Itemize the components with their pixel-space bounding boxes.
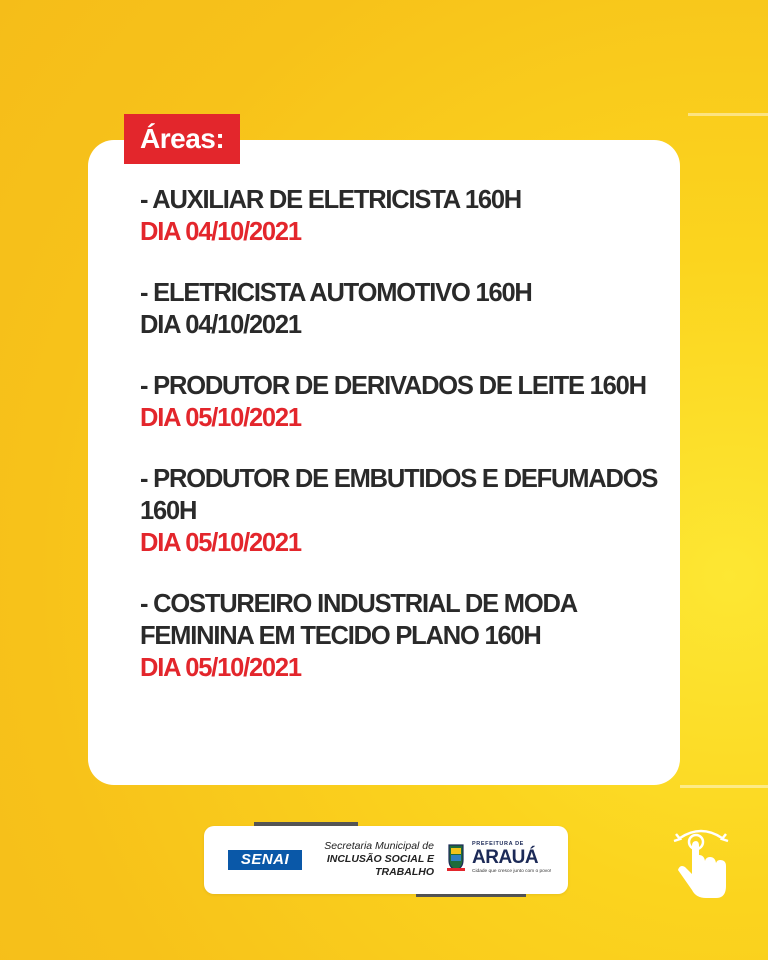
swipe-hand-icon (670, 826, 732, 902)
course-title: - PRODUTOR DE EMBUTIDOS E DEFUMADOS 160H (140, 465, 658, 525)
secretaria-line2: INCLUSÃO SOCIAL E (326, 853, 434, 865)
course-date: DIA 05/10/2021 (140, 654, 301, 682)
decorative-line (680, 785, 768, 788)
secretaria-logo (312, 840, 434, 879)
course-item (140, 277, 660, 341)
prefeitura-name: ARAUÁ (472, 847, 539, 868)
decorative-line (688, 113, 768, 116)
course-list (140, 184, 660, 684)
prefeitura-logo (472, 840, 564, 875)
course-date: DIA 05/10/2021 (140, 404, 301, 432)
course-title: - COSTUREIRO INDUSTRIAL DE MODA FEMININA EM TECIDO PLANO 160H (140, 590, 576, 650)
secretaria-line3: TRABALHO (375, 866, 434, 878)
course-item (140, 588, 660, 684)
course-date: DIA 04/10/2021 (140, 311, 301, 339)
course-title: - PRODUTOR DE DERIVADOS DE LEITE 160H (140, 372, 646, 400)
partner-logos (204, 826, 568, 894)
course-date: DIA 04/10/2021 (140, 218, 301, 246)
course-date: DIA 05/10/2021 (140, 529, 301, 557)
course-item (140, 463, 660, 559)
municipal-crest-icon (446, 842, 466, 872)
course-title: - ELETRICISTA AUTOMOTIVO 160H (140, 279, 532, 307)
course-item (140, 370, 660, 434)
prefeitura-label: PREFEITURA DE (472, 841, 524, 847)
course-title: - AUXILIAR DE ELETRICISTA 160H (140, 186, 522, 214)
secretaria-line1: Secretaria Municipal de (324, 840, 434, 852)
areas-tag: Áreas: (124, 114, 240, 164)
senai-logo: SENAI (228, 850, 302, 870)
prefeitura-slogan: Cidade que cresce junto com o povo! (472, 869, 552, 874)
course-item (140, 184, 660, 248)
